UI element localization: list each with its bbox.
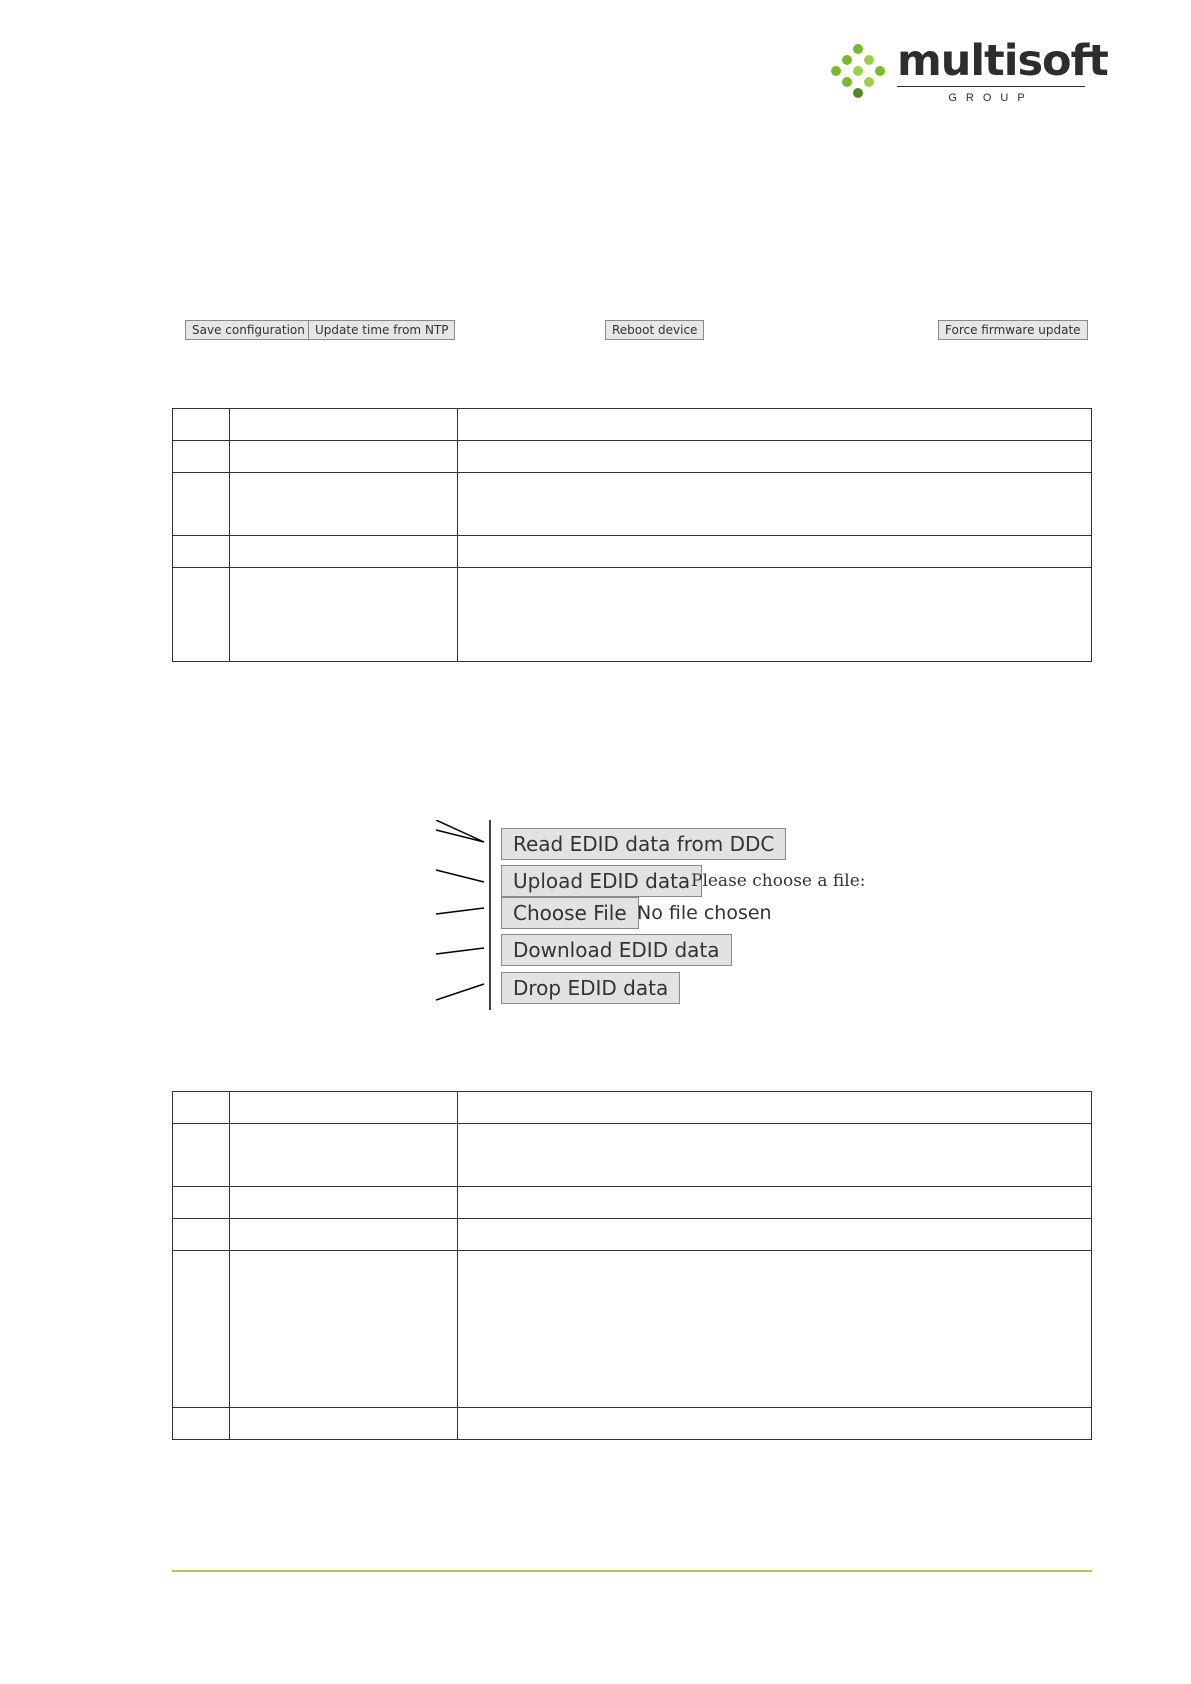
table-row	[173, 409, 1092, 441]
table-2	[172, 1091, 1092, 1440]
table-row	[173, 568, 1092, 662]
table-row	[173, 1251, 1092, 1408]
upload-edid-button[interactable]: Upload EDID data	[501, 865, 702, 897]
no-file-label: No file chosen	[637, 902, 772, 924]
update-time-ntp-button[interactable]: Update time from NTP	[308, 320, 455, 340]
save-configuration-button[interactable]: Save configuration	[185, 320, 312, 340]
table-row	[173, 1408, 1092, 1440]
table-row	[173, 1219, 1092, 1251]
table-row	[173, 473, 1092, 536]
logo-rule	[897, 86, 1085, 87]
table-row	[173, 1187, 1092, 1219]
choose-file-button[interactable]: Choose File	[501, 897, 639, 929]
reboot-device-button[interactable]: Reboot device	[605, 320, 704, 340]
table-row	[173, 441, 1092, 473]
table-row	[173, 536, 1092, 568]
table-row	[173, 1092, 1092, 1124]
download-edid-button[interactable]: Download EDID data	[501, 934, 732, 966]
logo-group-text: GROUP	[948, 92, 1034, 104]
callout-lines	[436, 820, 496, 1015]
dots-logo-icon	[830, 44, 886, 100]
read-edid-button[interactable]: Read EDID data from DDC	[501, 828, 786, 860]
table-1	[172, 408, 1092, 662]
table-row	[173, 1124, 1092, 1187]
drop-edid-button[interactable]: Drop EDID data	[501, 972, 680, 1004]
logo-wordmark: multisoft	[897, 36, 1108, 86]
multisoft-logo	[830, 36, 1108, 110]
force-firmware-update-button[interactable]: Force firmware update	[938, 320, 1088, 340]
choose-file-prompt: Please choose a file:	[691, 871, 866, 891]
footer-divider	[172, 1570, 1092, 1572]
